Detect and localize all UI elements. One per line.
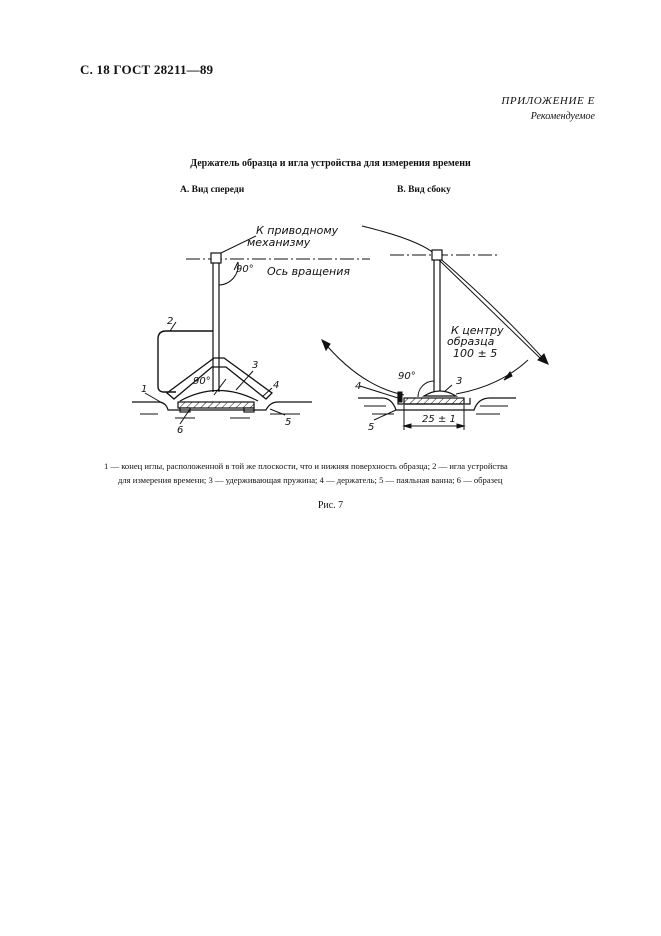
sample-b [404,398,464,404]
appendix-subtitle: Рекомендуемое [530,111,595,122]
view-b-drawing [322,226,548,430]
caption-line-1: 1 — конец иглы, расположенной в той же плоскости, что и нижняя поверхность образца; 2 — игла устройства [104,461,508,471]
label-n5b: 5 [368,422,375,433]
appendix-title: ПРИЛОЖЕНИЕ Е [501,95,595,107]
label-n4a: 4 [273,380,280,391]
caption-line-2: для измерения времени; 3 — удерживающая пружина; 4 — держатель; 5 — паяльная ванна; 6 — образец [118,475,503,485]
coupling-block-b [432,250,442,260]
label-n6: 6 [177,425,184,436]
coupling-block-a [211,253,221,263]
label-n5a: 5 [285,417,292,428]
figure-drawing [0,0,661,460]
label-to-center-3: 100 ± 5 [453,347,498,360]
label-n3b: 3 [456,376,463,387]
figure-caption [104,459,594,487]
label-to-drive-2: механизму [247,236,311,249]
retaining-spring-b [424,391,456,396]
figure-title: Держатель образца и игла устройства для измерения времени [190,158,471,169]
label-n2: 2 [167,316,174,327]
label-angle-b: 90° [398,371,416,382]
retaining-spring-a [180,391,258,402]
label-to-center-1: К центру [451,324,504,337]
view-a-title: А. Вид спереди [180,185,245,195]
label-to-drive-1: К приводному [256,224,339,237]
label-n3a: 3 [252,360,259,371]
label-angle-a-top: 90° [236,264,254,275]
label-to-center-2: образца [447,335,495,348]
label-axis: Ось вращения [267,265,350,278]
sample-a [178,402,254,408]
label-n1: 1 [141,384,148,395]
figure-number: Рис. 7 [317,500,344,511]
page-header: С. 18 ГОСТ 28211—89 [80,62,214,77]
view-b-title: В. Вид сбоку [397,185,451,195]
label-angle-a-mid: 90° [193,376,211,387]
label-dim-b: 25 ± 1 [422,414,456,425]
label-n4b: 4 [355,381,362,392]
